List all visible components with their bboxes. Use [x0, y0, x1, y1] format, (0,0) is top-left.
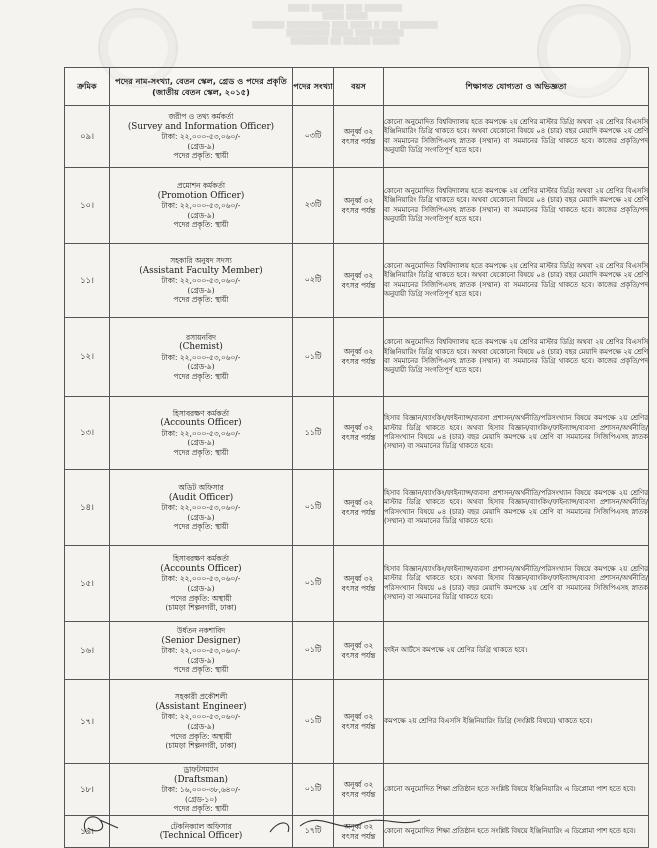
serial-number: ১৮।	[65, 764, 110, 816]
age-limit-unit: বৎসর পর্যন্ত	[341, 789, 376, 799]
age-limit-unit: বৎসর পর্যন্ত	[341, 280, 376, 290]
age-limit-value: অনূর্ধ্ব ৩২	[343, 270, 374, 280]
post-name-bangla: প্রমোশন কর্মকর্তা	[177, 181, 225, 191]
pay-scale: টাকা: ১৬,০০০-৩৮,৬৪০/-	[161, 785, 241, 795]
post-name-english: (Technical Officer)	[159, 831, 243, 842]
grade: (গ্রেড-৯)	[187, 141, 215, 151]
recruitment-table	[64, 67, 649, 848]
age-limit-value: অনূর্ধ্ব ৩২	[343, 779, 374, 789]
post-nature: পদের প্রকৃতি: স্থায়ী	[173, 522, 229, 532]
age-limit-value: অনূর্ধ্ব ৩২	[343, 423, 374, 432]
post-name-bangla: হিসাবরক্ষণ কর্মকর্তা	[172, 408, 230, 418]
header-post: পদের নাম-সংখ্যা, বেতন স্কেল, গ্রেড ও পদের প্রকৃতি (জাতীয় বেতন স্কেল, ২০১৫)	[110, 68, 293, 106]
post-details	[110, 318, 293, 397]
post-name-english: (Assistant Faculty Member)	[139, 265, 263, 276]
serial-number: ১৫।	[65, 546, 110, 622]
post-name-bangla: অডিট অফিসার	[178, 483, 224, 493]
post-name-bangla: টেকনিক্যাল অফিসার	[170, 821, 232, 831]
age-limit-unit: বৎসর পর্যন্ত	[341, 357, 376, 366]
age-limit-unit: বৎসর পর্যন্ত	[341, 583, 376, 593]
grade: (গ্রেড-৯)	[187, 362, 215, 372]
age-limit-value: অনূর্ধ্ব ৩২	[343, 573, 374, 583]
post-details	[110, 470, 293, 546]
table-row	[65, 318, 649, 397]
pay-scale: টাকা: ২২,০০০-৫৩,০৬০/-	[161, 574, 241, 584]
grade: (গ্রেড-৯)	[187, 655, 215, 665]
qualification: কোনো অনুমোদিত শিক্ষা প্রতিষ্ঠান হতে সংশ্লিষ্ট বিষয়ে ইঞ্জিনিয়ারিং এ ডিপ্লোমা পাশ হতে হবে।	[384, 764, 649, 816]
post-name-bangla: রসায়নবিদ	[186, 332, 216, 342]
table-row	[65, 764, 649, 816]
post-nature: পদের প্রকৃতি: স্থায়ী	[173, 220, 229, 230]
post-name-english: (Accounts Officer)	[160, 563, 242, 574]
pay-scale: টাকা: ২২,০০০-৫৩,০৬০/-	[161, 352, 241, 362]
qualification: হিসাব বিজ্ঞান/ব্যাংকিং/ফাইন্যান্স/ব্যবসা প্রশাসন/অর্থনীতি/পরিসংখ্যান বিষয়ে কমপক্ষে ২য় শ্রেণির মাস্টার ডিগ্রি থাকতে হবে। অথবা হিসাব বিজ্ঞান/ব্যাংকিং/ফাইন্যান্স/ব্যবসা প্রশাসন/অর্থনীতি/পরিসংখ্যান বিষয়ে ০৪ (চার) বছর মেয়াদি কমপক্ষে ২য় শ্রেণি বা সমমানের সিজিপিএসহ স্নাতক (সম্মান) বা সমমানের ডিগ্রি থাকতে হবে।	[384, 546, 649, 622]
post-nature: পদের প্রকৃতি: স্থায়ী	[173, 151, 229, 161]
post-details	[110, 622, 293, 680]
qualification: কোনো অনুমোদিত বিশ্ববিদ্যালয় হতে কমপক্ষে ২য় শ্রেণির মাস্টার ডিগ্রি অথবা ২য় শ্রেণির বিএসসি ইঞ্জিনিয়ারিং ডিগ্রি থাকতে হবে। অথবা যেকোনো বিষয়ে ০৪ (চার) বছর মেয়াদি কমপক্ষে ২য় শ্রেণি বা সমমানের সিজিপিএসহ স্নাতক (সম্মান) বা সমমানের ডিগ্রি থাকতে হবে। কাজের প্রকৃতি/পদ অনুযায়ী ডিগ্রি সংগতিপূর্ণ হতে হবে।	[384, 244, 649, 318]
qualification: কোনো অনুমোদিত বিশ্ববিদ্যালয় হতে কমপক্ষে ২য় শ্রেণির মাস্টার ডিগ্রি অথবা ২য় শ্রেণির বিএসসি ইঞ্জিনিয়ারিং ডিগ্রি থাকতে হবে। অথবা যেকোনো বিষয়ে ০৪ (চার) বছর মেয়াদি কমপক্ষে ২য় শ্রেণি বা সমমানের সিজিপিএসহ স্নাতক (সম্মান) বা সমমানের ডিগ্রি থাকতে হবে। কাজের প্রকৃতি/পদ অনুযায়ী ডিগ্রি সংগতিপূর্ণ হতে হবে।	[384, 106, 649, 168]
age-limit-value: অনূর্ধ্ব ৩২	[343, 126, 374, 136]
serial-number: ১৭।	[65, 680, 110, 764]
age-limit	[334, 622, 384, 680]
table-row	[65, 397, 649, 470]
qualification: কোনো অনুমোদিত শিক্ষা প্রতিষ্ঠান হতে সংশ্লিষ্ট বিষয়ে ইঞ্জিনিয়ারিং এ ডিপ্লোমা পাশ হতে হবে।	[384, 816, 649, 848]
age-limit-unit: বৎসর পর্যন্ত	[341, 507, 376, 517]
post-nature: পদের প্রকৃতি: স্থায়ী	[173, 371, 229, 381]
post-name-english: (Survey and Information Officer)	[127, 121, 275, 132]
post-details	[110, 244, 293, 318]
age-limit-value: অনূর্ধ্ব ৩২	[343, 497, 374, 507]
post-nature: পদের প্রকৃতি: স্থায়ী	[173, 804, 229, 814]
post-count: ০৩টি	[293, 106, 334, 168]
post-name-bangla: হিসাবরক্ষণ কর্মকর্তা	[172, 554, 230, 564]
pay-scale: টাকা: ২২,০০০-৫৩,০৬০/-	[161, 276, 241, 286]
serial-number: ১৪।	[65, 470, 110, 546]
post-name-english: (Senior Designer)	[161, 635, 241, 646]
pay-scale: টাকা: ২২,০০০-৫৩,০৬০/-	[161, 201, 241, 211]
post-name-english: (Audit Officer)	[168, 492, 234, 503]
age-limit	[334, 546, 384, 622]
table-row	[65, 244, 649, 318]
serial-number: ১৬।	[65, 622, 110, 680]
pay-scale: টাকা: ২২,০০০-৫৩,০৬০/-	[161, 503, 241, 513]
post-name-bangla: সহকারী প্রকৌশলী	[174, 692, 228, 702]
grade: (গ্রেড-৯)	[187, 512, 215, 522]
post-details	[110, 816, 293, 848]
age-limit-unit: বৎসর পর্যন্ত	[341, 831, 376, 841]
post-nature: পদের প্রকৃতি: স্থায়ী	[173, 447, 229, 457]
post-name-english: (Assistant Engineer)	[155, 701, 247, 712]
age-limit-value: অনূর্ধ্ব ৩২	[343, 821, 374, 831]
age-limit-unit: বৎসর পর্যন্ত	[341, 650, 376, 660]
grade: (গ্রেড-১০)	[184, 794, 217, 804]
grade: (গ্রেড-৯)	[187, 438, 215, 448]
post-count: ০২টি	[293, 244, 334, 318]
age-limit-unit: বৎসর পর্যন্ত	[341, 205, 376, 215]
post-details	[110, 764, 293, 816]
serial-number: ১৩।	[65, 397, 110, 470]
post-count: ০১টি	[293, 318, 334, 397]
pay-scale: টাকা: ২২,০০০-৫৩,০৬০/-	[161, 132, 241, 142]
post-details	[110, 168, 293, 244]
serial-number: ০৯।	[65, 106, 110, 168]
table-row	[65, 622, 649, 680]
age-limit-value: অনূর্ধ্ব ৩২	[343, 640, 374, 650]
post-nature: পদের প্রকৃতি: স্থায়ী	[173, 295, 229, 305]
table-header-row	[65, 68, 649, 106]
post-details	[110, 680, 293, 764]
pay-scale: টাকা: ২২,০০০-৫৩,০৬০/-	[161, 646, 241, 656]
serial-number: ১০।	[65, 168, 110, 244]
pay-scale: টাকা: ২২,০০০-৫৩,০৬০/-	[161, 712, 241, 722]
age-limit-unit: বৎসর পর্যন্ত	[341, 433, 376, 442]
table-row	[65, 816, 649, 848]
bleed-through-header: ▒▒▒▒ ▒▒▒▒▒▒ ▒▒▒ ▒▒▒▒▒▒▒ ▒▒▒▒ ▒▒▒▒ ▒▒▒▒▒▒ ▒▒▒▒▒▒▒▒ ▒▒▒ ▒▒▒▒ ▒ ▒▒▒ ▒▒▒▒▒▒▒ ▒▒▒▒▒▒▒▒ ▒▒▒▒ ▒▒▒▒▒▒▒▒▒ ▒▒▒▒▒▒▒ ▒▒ ▒▒▒▒▒ ▒▒▒▒▒	[252, 4, 438, 46]
age-limit	[334, 680, 384, 764]
post-nature: পদের প্রকৃতি: স্থায়ী	[173, 665, 229, 675]
post-count: ০১টি	[293, 470, 334, 546]
qualification: কোনো অনুমোদিত বিশ্ববিদ্যালয় হতে কমপক্ষে ২য় শ্রেণির মাস্টার ডিগ্রি অথবা ২য় শ্রেণির বিএসসি ইঞ্জিনিয়ারিং ডিগ্রি থাকতে হবে। অথবা যেকোনো বিষয়ে ০৪ (চার) বছর মেয়াদি কমপক্ষে ২য় শ্রেণি বা সমমানের সিজিপিএসহ স্নাতক (সম্মান) বা সমমানের ডিগ্রি থাকতে হবে। কাজের প্রকৃতি/পদ অনুযায়ী ডিগ্রি সংগতিপূর্ণ হতে হবে।	[384, 318, 649, 397]
post-office: (চামড়া শিল্পনগরী, ঢাকা)	[165, 741, 237, 751]
post-count: ১১টি	[293, 397, 334, 470]
post-details	[110, 397, 293, 470]
age-limit	[334, 470, 384, 546]
age-limit-value: অনূর্ধ্ব ৩২	[343, 195, 374, 205]
grade: (গ্রেড-৯)	[187, 721, 215, 731]
header-age: বয়স	[334, 68, 384, 106]
post-nature: পদের প্রকৃতি: অস্থায়ী	[170, 731, 232, 741]
age-limit	[334, 318, 384, 397]
table-row	[65, 168, 649, 244]
serial-number: ১৯।	[65, 816, 110, 848]
age-limit	[334, 397, 384, 470]
table-row	[65, 546, 649, 622]
post-name-english: (Accounts Officer)	[160, 418, 242, 429]
age-limit	[334, 764, 384, 816]
age-limit-value: অনূর্ধ্ব ৩২	[343, 711, 374, 721]
post-nature: পদের প্রকৃতি: অস্থায়ী	[170, 593, 232, 603]
qualification: কোনো অনুমোদিত বিশ্ববিদ্যালয় হতে কমপক্ষে ২য় শ্রেণির মাস্টার ডিগ্রি অথবা ২য় শ্রেণির বিএসসি ইঞ্জিনিয়ারিং ডিগ্রি থাকতে হবে। অথবা যেকোনো বিষয়ে ০৪ (চার) বছর মেয়াদি কমপক্ষে ২য় শ্রেণি বা সমমানের সিজিপিএসহ স্নাতক (সম্মান) বা সমমানের ডিগ্রি থাকতে হবে। কাজের প্রকৃতি/পদ অনুযায়ী ডিগ্রি সংগতিপূর্ণ হতে হবে।	[384, 168, 649, 244]
qualification: হিসাব বিজ্ঞান/ব্যাংকিং/ফাইন্যান্স/ব্যবসা প্রশাসন/অর্থনীতি/পরিসংখ্যান বিষয়ে কমপক্ষে ২য় শ্রেণির মাস্টার ডিগ্রি থাকতে হবে। অথবা হিসাব বিজ্ঞান/ব্যাংকিং/ফাইন্যান্স/ব্যবসা প্রশাসন/অর্থনীতি/পরিসংখ্যান বিষয়ে ০৪ (চার) বছর মেয়াদি কমপক্ষে ২য় শ্রেণি বা সমমানের সিজিপিএসহ স্নাতক (সম্মান) বা সমমানের ডিগ্রি থাকতে হবে।	[384, 470, 649, 546]
pay-scale: টাকা: ২২,০০০-৫৩,০৬০/-	[161, 428, 241, 438]
header-serial: ক্রমিক	[65, 68, 110, 106]
grade: (গ্রেড-৯)	[187, 210, 215, 220]
post-count: ০১টি	[293, 764, 334, 816]
post-name-english: (Promotion Officer)	[157, 190, 245, 201]
post-count: ০১টি	[293, 546, 334, 622]
age-limit	[334, 168, 384, 244]
post-count: ০১টি	[293, 622, 334, 680]
qualification: হিসাব বিজ্ঞান/ব্যাংকিং/ফাইন্যান্স/ব্যবসা প্রশাসন/অর্থনীতি/পরিসংখ্যান বিষয়ে কমপক্ষে ২য় শ্রেণির মাস্টার ডিগ্রি থাকতে হবে। অথবা হিসাব বিজ্ঞান/ব্যাংকিং/ফাইন্যান্স/ব্যবসা প্রশাসন/অর্থনীতি/পরিসংখ্যান বিষয়ে ০৪ (চার) বছর মেয়াদি কমপক্ষে ২য় শ্রেণি বা সমমানের সিজিপিএসহ স্নাতক (সম্মান) বা সমমানের ডিগ্রি থাকতে হবে।	[384, 397, 649, 470]
serial-number: ১২।	[65, 318, 110, 397]
qualification: ফাইন আর্টসে কমপক্ষে ২য় শ্রেণির ডিগ্রি থাকতে হবে।	[384, 622, 649, 680]
age-limit	[334, 106, 384, 168]
post-name-english: (Chemist)	[179, 342, 223, 353]
post-name-english: (Draftsman)	[174, 774, 228, 785]
grade: (গ্রেড-৯)	[187, 583, 215, 593]
post-count: ০১টি	[293, 680, 334, 764]
table-body	[65, 106, 649, 848]
table-row	[65, 470, 649, 546]
post-details	[110, 546, 293, 622]
post-office: (চামড়া শিল্পনগরী, ঢাকা)	[165, 603, 237, 613]
age-limit-unit: বৎসর পর্যন্ত	[341, 721, 376, 731]
age-limit	[334, 244, 384, 318]
post-count: ১৭টি	[293, 816, 334, 848]
qualification: কমপক্ষে ২য় শ্রেণির বিএসসি ইঞ্জিনিয়ারিং ডিগ্রি (সংশ্লিষ্ট বিষয়ে) থাকতে হবে।	[384, 680, 649, 764]
post-name-bangla: জরীপ ও তথ্য কর্মকর্তা	[168, 112, 234, 122]
age-limit	[334, 816, 384, 848]
post-name-bangla: উর্ধতন নকশাবিদ	[176, 626, 226, 636]
age-limit-unit: বৎসর পর্যন্ত	[341, 136, 376, 146]
table-row	[65, 106, 649, 168]
serial-number: ১১।	[65, 244, 110, 318]
post-count: ২৩টি	[293, 168, 334, 244]
grade: (গ্রেড-৯)	[187, 285, 215, 295]
age-limit-value: অনূর্ধ্ব ৩২	[343, 347, 374, 356]
header-count: পদের সংখ্যা	[293, 68, 334, 106]
table-row	[65, 680, 649, 764]
header-qualification: শিক্ষাগত যোগ্যতা ও অভিজ্ঞতা	[384, 68, 649, 106]
post-details	[110, 106, 293, 168]
post-name-bangla: ড্রাফটসম্যান	[183, 765, 219, 775]
post-name-bangla: সহকারি অনুষদ সদস্য	[170, 256, 232, 266]
